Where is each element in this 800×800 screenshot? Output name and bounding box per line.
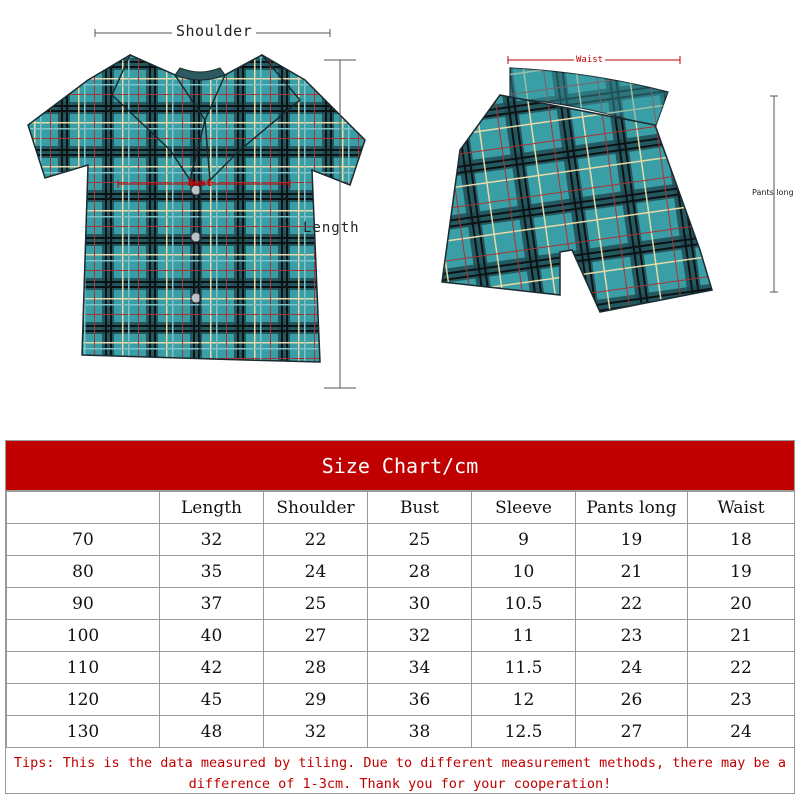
table-cell: 11.5 [472,652,576,684]
column-header [7,492,160,524]
table-cell: 10 [472,556,576,588]
table-row [7,716,795,748]
table-cell: 70 [7,524,160,556]
size-chart [5,440,795,794]
table-cell: 24 [264,556,368,588]
column-header: Sleeve [472,492,576,524]
table-cell: 80 [7,556,160,588]
table-cell: 90 [7,588,160,620]
table-cell: 20 [688,588,795,620]
table-cell: 38 [368,716,472,748]
table-cell: 110 [7,652,160,684]
pants-long-label: Pants long [752,188,794,197]
table-row [7,684,795,716]
table-cell: 19 [688,556,795,588]
column-header: Shoulder [264,492,368,524]
table-row [7,620,795,652]
table-cell: 26 [576,684,688,716]
table-cell: 22 [264,524,368,556]
table-cell: 12.5 [472,716,576,748]
table-cell: 21 [576,556,688,588]
size-chart-title: Size Chart/cm [6,441,794,491]
table-cell: 24 [688,716,795,748]
table-cell: 28 [264,652,368,684]
table-cell: 12 [472,684,576,716]
table-cell: 25 [264,588,368,620]
table-cell: 120 [7,684,160,716]
table-cell: 11 [472,620,576,652]
column-header: Pants long [576,492,688,524]
table-cell: 23 [576,620,688,652]
column-header: Bust [368,492,472,524]
table-cell: 48 [160,716,264,748]
table-cell: 27 [264,620,368,652]
table-cell: 28 [368,556,472,588]
table-header-row [7,492,795,524]
table-cell: 42 [160,652,264,684]
table-cell: 30 [368,588,472,620]
table-cell: 19 [576,524,688,556]
table-cell: 22 [576,588,688,620]
table-row [7,652,795,684]
column-header: Length [160,492,264,524]
table-cell: 40 [160,620,264,652]
table-cell: 9 [472,524,576,556]
table-cell: 34 [368,652,472,684]
table-cell: 25 [368,524,472,556]
table-cell: 100 [7,620,160,652]
waist-label: Waist [576,55,604,65]
table-cell: 37 [160,588,264,620]
table-cell: 32 [160,524,264,556]
table-cell: 10.5 [472,588,576,620]
bust-label: Bust [188,178,213,189]
table-cell: 24 [576,652,688,684]
table-cell: 27 [576,716,688,748]
table-row [7,588,795,620]
table-cell: 36 [368,684,472,716]
table-cell: 18 [688,524,795,556]
table-row [7,524,795,556]
table-cell: 23 [688,684,795,716]
length-label: Length [303,220,360,236]
table-row [7,556,795,588]
table-cell: 32 [368,620,472,652]
table-cell: 130 [7,716,160,748]
table-cell: 29 [264,684,368,716]
size-table [6,491,795,748]
measurement-tips: Tips: This is the data measured by tiling. Due to different measurement methods, there may be a difference of 1-3cm. Thank you for your cooperation! [13,755,787,792]
table-cell: 21 [688,620,795,652]
table-cell: 35 [160,556,264,588]
column-header: Waist [688,492,795,524]
shorts-image [442,68,712,312]
table-cell: 45 [160,684,264,716]
table-cell: 32 [264,716,368,748]
shirt-image [28,55,365,362]
table-cell: 22 [688,652,795,684]
shoulder-label: Shoulder [172,22,256,40]
